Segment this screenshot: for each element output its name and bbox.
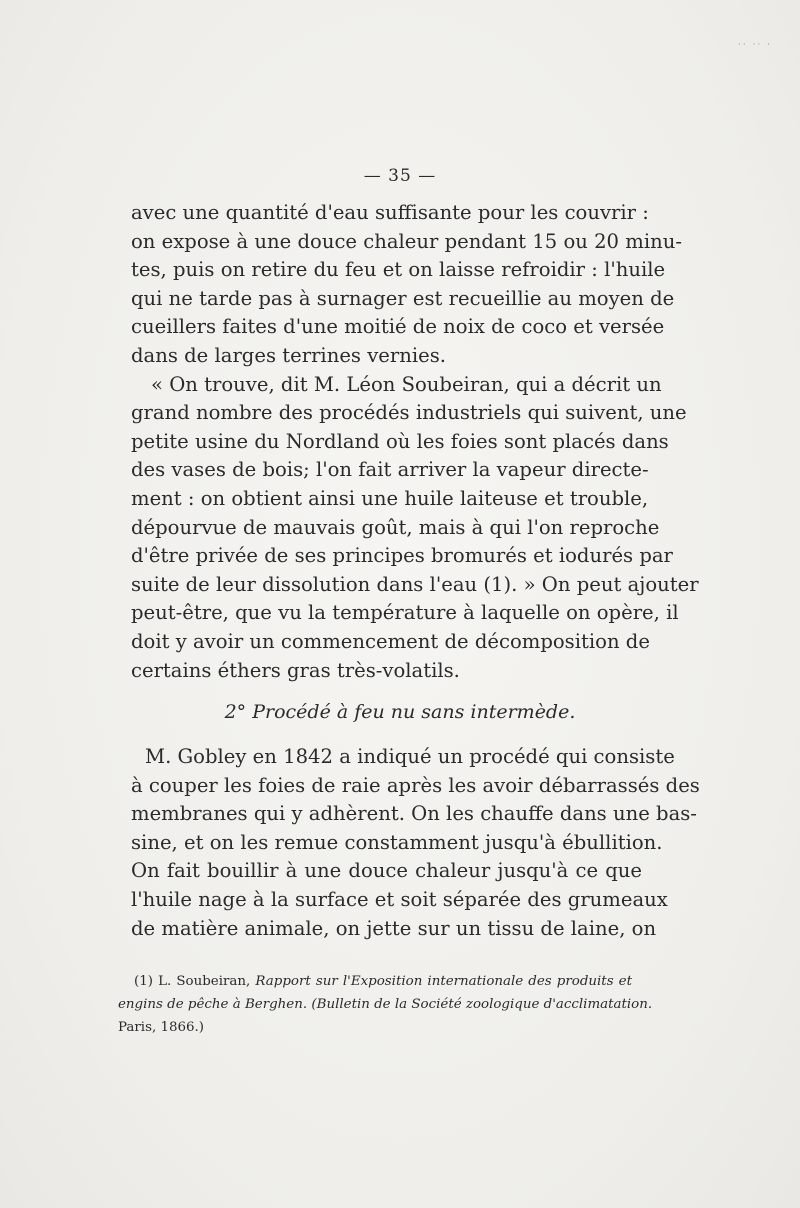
footnote-marker: (1)	[134, 974, 153, 989]
text-line: On fait bouillir à une douce chaleur jusqu'à ce que	[131, 859, 642, 883]
margin-speck: ·· ·· ·	[738, 40, 773, 50]
text-line: de matière animale, on jette sur un tissu de laine, on	[131, 916, 657, 940]
text-line: sine, et on les remue constamment jusqu'à ébullition.	[131, 830, 663, 854]
text-line: dépourvue de mauvais goût, mais à qui l'on reproche	[131, 515, 660, 539]
text-line: ment : on obtient ainsi une huile laiteuse et trouble,	[131, 486, 649, 510]
footnote-line	[118, 970, 632, 993]
text-block-upper	[131, 199, 699, 685]
section-heading: 2° Procédé à feu nu sans intermède.	[224, 701, 576, 723]
text-line: « On trouve, dit M. Léon Soubeiran, qui a décrit un	[151, 372, 662, 396]
text-line: des vases de bois; l'on fait arriver la vapeur directe-	[131, 458, 649, 482]
text-line: à couper les foies de raie après les avoir débarrassés des	[131, 773, 700, 797]
footnote-author: L. Soubeiran,	[158, 974, 251, 989]
text-line: suite de leur dissolution dans l'eau (1). » On peut ajouter	[131, 572, 699, 596]
text-line: avec une quantité d'eau suffisante pour les couvrir :	[131, 201, 649, 224]
text-line: certains éthers gras très-volatils.	[131, 658, 460, 682]
text-line: petite usine du Nordland où les foies sont placés dans	[131, 429, 669, 453]
text-line: membranes qui y adhèrent. On les chauffe dans une bas-	[131, 802, 697, 826]
footnote-source: (Bulletin de la Société zoologique d'acclimatation.	[311, 997, 653, 1012]
paragraph	[131, 743, 700, 943]
text-block-lower	[131, 743, 700, 943]
text-line: peut-être, que vu la température à laquelle on opère, il	[131, 601, 679, 625]
text-line: dans de larges terrines vernies.	[131, 343, 446, 367]
text-line: d'être privée de ses principes bromurés et iodurés par	[131, 544, 673, 568]
text-line: on expose à une douce chaleur pendant 15 ou 20 minu-	[131, 229, 682, 253]
text-line: qui ne tarde pas à surnager est recueillie au moyen de	[131, 286, 675, 310]
paragraph	[131, 371, 699, 686]
paragraph	[131, 199, 682, 371]
text-line: doit y avoir un commencement de décomposition de	[131, 629, 650, 653]
footnote-title-cont: engins de pêche à Berghen.	[118, 997, 308, 1012]
text-line: cueillers faites d'une moitié de noix de coco et versée	[131, 315, 665, 339]
footnote	[118, 970, 653, 1039]
page-number: — 35 —	[363, 166, 437, 186]
text-line: l'huile nage à la surface et soit séparée des grumeaux	[131, 887, 668, 911]
text-line: M. Gobley en 1842 a indiqué un procédé qui consiste	[145, 745, 675, 768]
footnote-title: Rapport sur l'Exposition internationale des produits et	[255, 974, 632, 989]
text-line: tes, puis on retire du feu et on laisse refroidir : l'huile	[131, 258, 666, 282]
footnote-line	[118, 993, 653, 1016]
footnote-line	[118, 1016, 632, 1039]
text-line: grand nombre des procédés industriels qui suivent, une	[131, 401, 687, 425]
footnote-place-year: Paris, 1866.)	[118, 1020, 205, 1035]
